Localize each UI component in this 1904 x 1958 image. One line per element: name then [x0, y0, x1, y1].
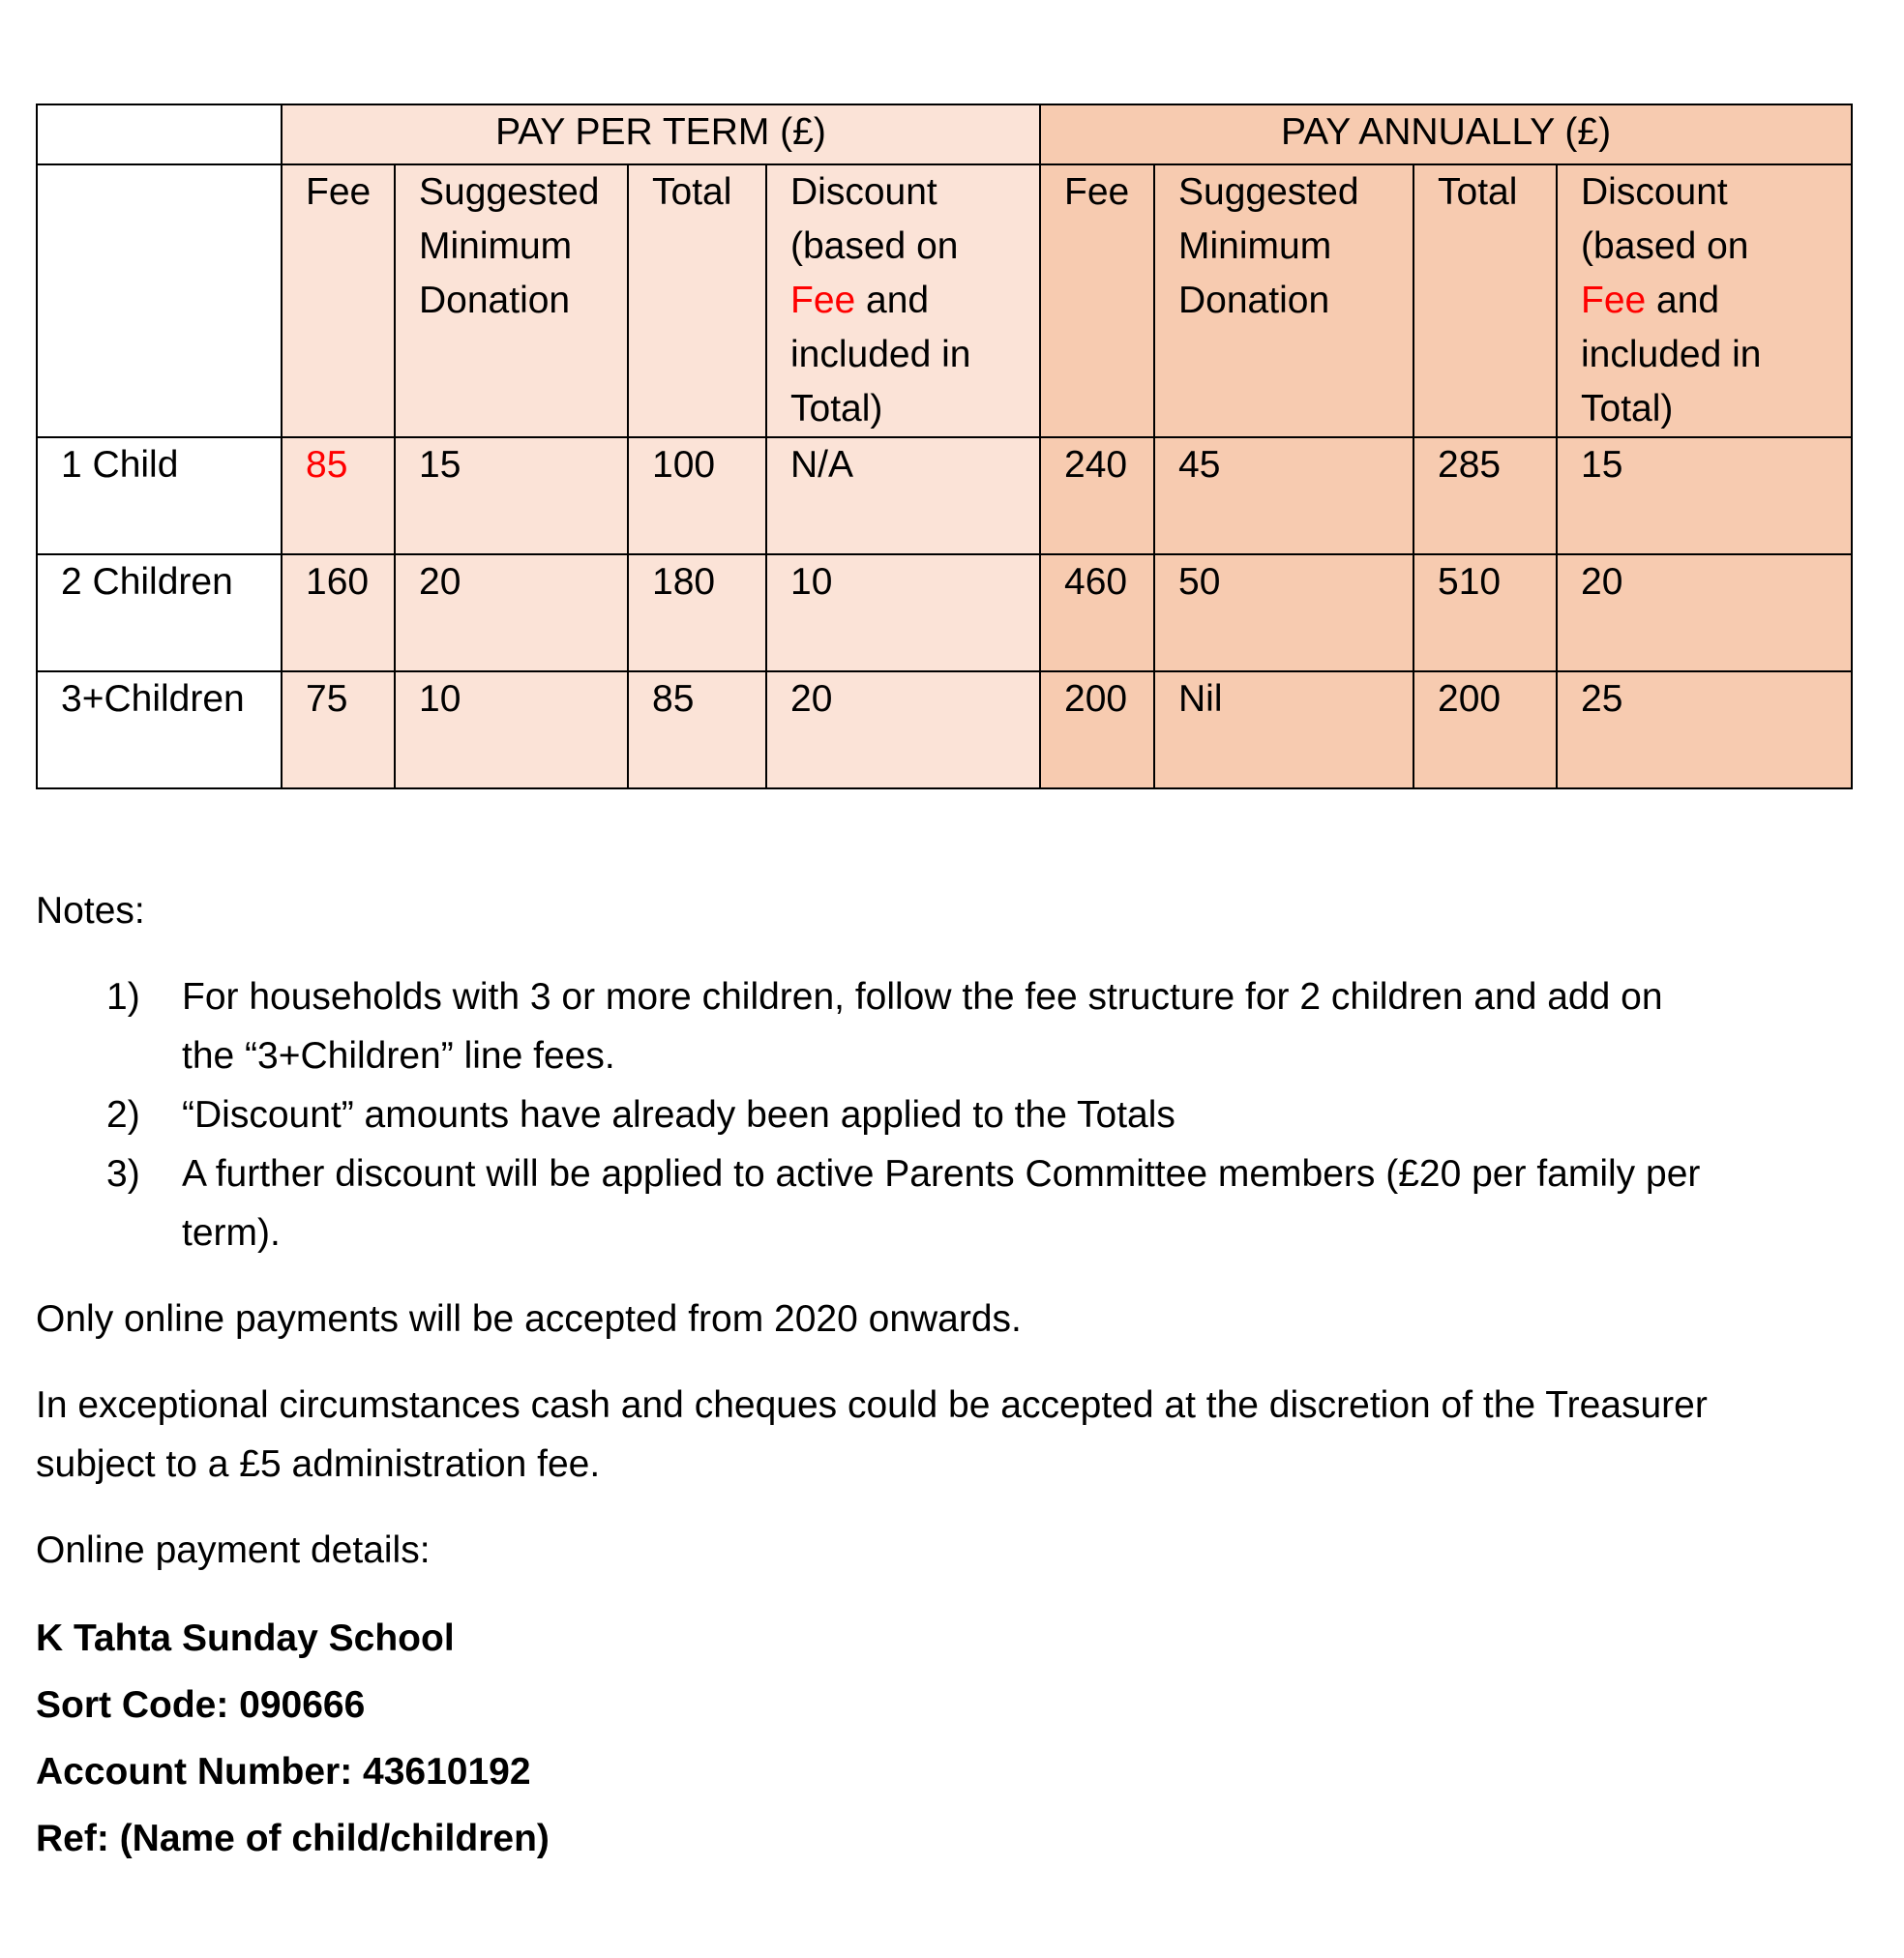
fee-document	[36, 104, 1855, 1872]
note-number: 1)	[106, 976, 140, 1018]
annual-group-header: PAY ANNUALLY (£)	[1040, 104, 1852, 164]
sort-code: Sort Code: 090666	[36, 1684, 366, 1726]
term-total-header: Total	[628, 164, 766, 437]
annual-discount-cell: 25	[1557, 671, 1852, 788]
account-name: K Tahta Sunday School	[36, 1617, 455, 1659]
list-item: 2) “Discount” amounts have already been applied to the Totals	[36, 1085, 1855, 1144]
term-donation-cell: 20	[395, 554, 628, 671]
row-label: 3+Children	[37, 671, 282, 788]
fee-table	[36, 104, 1853, 789]
annual-total-header: Total	[1413, 164, 1557, 437]
term-total-cell: 100	[628, 437, 766, 554]
annual-fee-cell: 460	[1040, 554, 1154, 671]
term-fee-cell: 160	[282, 554, 395, 671]
online-only-notice: Only online payments will be accepted from 2020 onwards.	[36, 1298, 1022, 1340]
annual-discount-header: Discount (based on Fee and included in Total)	[1557, 164, 1852, 437]
annual-donation-cell: 45	[1154, 437, 1413, 554]
payment-reference: Ref: (Name of child/children)	[36, 1818, 550, 1859]
term-discount-cell: N/A	[766, 437, 1040, 554]
corner-cell	[37, 104, 282, 164]
term-total-cell: 85	[628, 671, 766, 788]
annual-donation-cell: 50	[1154, 554, 1413, 671]
note-number: 3)	[106, 1153, 140, 1195]
table-row	[37, 554, 1852, 671]
term-discount-cell: 10	[766, 554, 1040, 671]
annual-donation-cell: Nil	[1154, 671, 1413, 788]
annual-discount-cell: 20	[1557, 554, 1852, 671]
annual-total-cell: 510	[1413, 554, 1557, 671]
account-number: Account Number: 43610192	[36, 1751, 531, 1793]
annual-total-cell: 200	[1413, 671, 1557, 788]
term-total-cell: 180	[628, 554, 766, 671]
exceptional-circumstances-notice: In exceptional circumstances cash and cheques could be accepted at the discretion of the Treasurer subject to a £5 administration fee.	[36, 1384, 1708, 1485]
row-label-header	[37, 164, 282, 437]
list-item: 3) A further discount will be applied to active Parents Committee members (£20 per family per term).	[36, 1144, 1855, 1262]
notes-list	[36, 967, 1855, 1262]
bank-details	[36, 1605, 1855, 1872]
group-header-row	[37, 104, 1852, 164]
annual-discount-cell: 15	[1557, 437, 1852, 554]
payment-details-heading: Online payment details:	[36, 1529, 431, 1571]
term-donation-header: Suggested Minimum Donation	[395, 164, 628, 437]
term-donation-cell: 15	[395, 437, 628, 554]
column-header-row	[37, 164, 1852, 437]
annual-fee-cell: 240	[1040, 437, 1154, 554]
table-row	[37, 671, 1852, 788]
annual-total-cell: 285	[1413, 437, 1557, 554]
term-group-header: PAY PER TERM (£)	[282, 104, 1040, 164]
fee-highlight: Fee	[1581, 280, 1647, 321]
table-row	[37, 437, 1852, 554]
fee-highlight: Fee	[790, 280, 856, 321]
note-number: 2)	[106, 1094, 140, 1136]
row-label: 2 Children	[37, 554, 282, 671]
term-discount-cell: 20	[766, 671, 1040, 788]
list-item: 1) For households with 3 or more children, follow the fee structure for 2 children and add on the “3+Children” line fees.	[36, 967, 1855, 1085]
annual-fee-header: Fee	[1040, 164, 1154, 437]
annual-fee-cell: 200	[1040, 671, 1154, 788]
term-fee-cell: 75	[282, 671, 395, 788]
term-discount-header: Discount (based on Fee and included in Total)	[766, 164, 1040, 437]
notes-heading: Notes:	[36, 890, 145, 932]
annual-donation-header: Suggested Minimum Donation	[1154, 164, 1413, 437]
row-label: 1 Child	[37, 437, 282, 554]
term-fee-cell: 85	[282, 437, 395, 554]
term-donation-cell: 10	[395, 671, 628, 788]
term-fee-header: Fee	[282, 164, 395, 437]
